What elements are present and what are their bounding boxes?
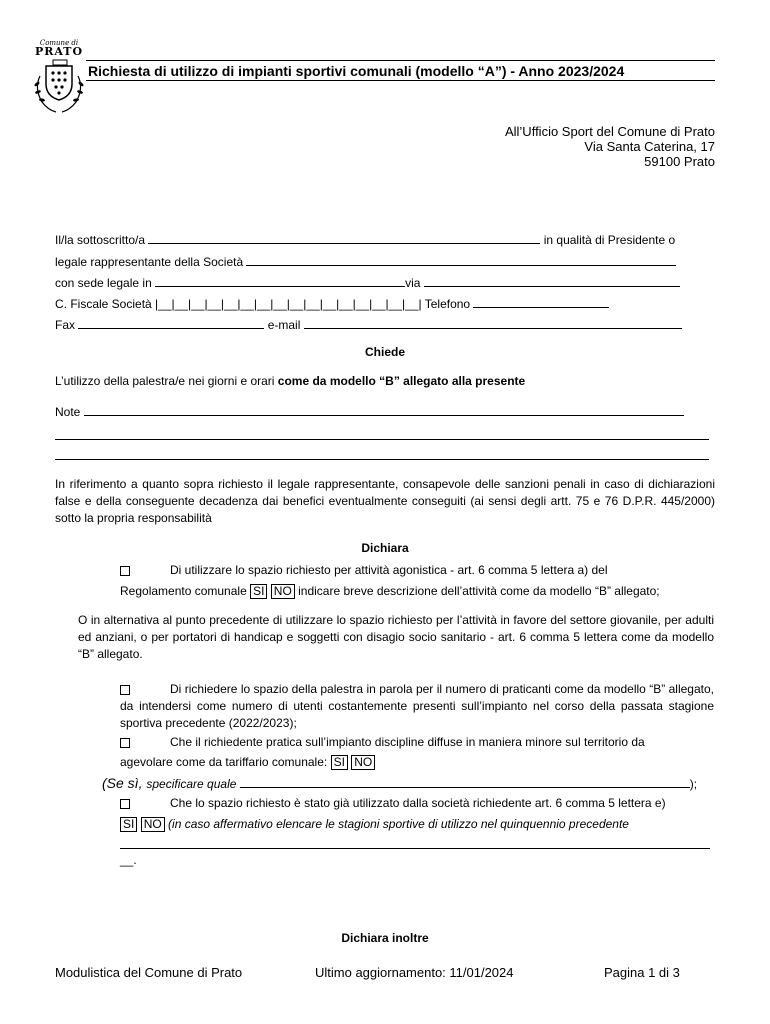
item4-line1 [120, 796, 666, 810]
form-line-fax [55, 317, 682, 332]
footer-left: Modulistica del Comune di Prato [55, 965, 243, 980]
field-codice-fiscale[interactable]: |__|__|__|__|__|__|__|__|__|__|__|__|__|__|__|__| [155, 297, 422, 311]
item1-line1 [120, 563, 608, 577]
alternativa-paragraph: O in alternativa al punto precedente di utilizzare lo spazio richiesto per l’attività in favore del settore giovanile, per adulti ed anziani, o per portatori di handicap e soggetti con disagio socio sanitario - art. 6 comma 5 lettera come da modello “B” allegato. [78, 613, 714, 661]
checkbox-item2[interactable] [120, 685, 130, 695]
form-line-societa [55, 254, 676, 269]
sesi-text-c: ); [689, 777, 698, 791]
no-option-item4[interactable]: NO [141, 817, 165, 832]
no-option-item3[interactable]: NO [351, 755, 375, 770]
form-line-sede [55, 275, 680, 290]
page-title: Richiesta di utilizzo di impianti sportivi comunali (modello “A”) - Anno 2023/2024 [88, 63, 625, 79]
item3-line2 [120, 755, 375, 770]
item3-text-a: Che il richiedente pratica sull’impianto discipline diffuse in maniera minore sul territorio da [170, 735, 645, 749]
label-qualita: in qualità di Presidente o [543, 233, 676, 247]
item3-text-b: agevolare come da tariffario comunale: [120, 755, 328, 769]
comune-prato-logo [26, 36, 92, 122]
field-email[interactable] [304, 317, 682, 329]
note-line [55, 404, 684, 419]
note-line-2[interactable] [55, 439, 709, 440]
item1-text-b: Regolamento comunale [120, 584, 247, 598]
footer-page-number: Pagina 1 di 3 [604, 965, 680, 980]
label-cf: C. Fiscale Società [55, 297, 152, 311]
utilizzo-text-a: L’utilizzo della palestra/e nei giorni e orari [55, 374, 278, 388]
checkbox-item1[interactable] [120, 566, 130, 576]
no-option-item1[interactable]: NO [271, 584, 295, 599]
field-societa[interactable] [246, 254, 676, 266]
form-line-cf [55, 296, 609, 311]
label-sede: con sede legale in [55, 276, 152, 290]
item1-text-a: Di utilizzare lo spazio richiesto per attività agonistica - art. 6 comma 5 lettera a) del [170, 563, 608, 577]
si-option-item4[interactable]: SI [120, 817, 137, 832]
item3-line1 [120, 735, 645, 749]
label-fax: Fax [55, 318, 76, 332]
recipient-address [505, 124, 715, 169]
utilizzo-text [55, 374, 525, 388]
item4-end: __. [120, 853, 137, 867]
field-via[interactable] [424, 275, 680, 287]
footer-middle: Ultimo aggiornamento: 11/01/2024 [315, 965, 514, 980]
title-rule-bottom [86, 80, 715, 81]
heading-chiede: Chiede [364, 345, 405, 359]
sesi-text-b: specificare quale [146, 777, 237, 791]
svg-text:Comune di: Comune di [39, 39, 79, 47]
address-line-2: Via Santa Caterina, 17 [584, 139, 715, 154]
sesi-line [102, 775, 697, 791]
address-line-3: 59100 Prato [644, 154, 715, 169]
label-note: Note [55, 405, 81, 419]
field-sede[interactable] [155, 275, 405, 287]
item2-paragraph [120, 681, 714, 732]
field-sottoscritto[interactable] [148, 232, 540, 244]
label-via: via [405, 276, 421, 290]
label-telefono: Telefono [424, 297, 471, 311]
field-note[interactable] [84, 404, 684, 416]
riferimento-paragraph: In riferimento a quanto sopra richiesto il legale rappresentante, consapevole delle sanzioni penali in caso di dichiarazioni false e della conseguente decadenza dai benefici eventualmente conseguiti (ai sensi degli artt. 75 e 76 D.P.R. 445/2000) sotto la propria responsabilità [55, 477, 715, 525]
heading-dichiara: Dichiara [361, 541, 409, 555]
title-rule-top [86, 60, 715, 61]
field-fax[interactable] [78, 317, 264, 329]
item4-text-b: (in caso affermativo elencare le stagioni sportive di utilizzo nel quinquennio precedente [168, 817, 629, 831]
item4-field-line[interactable] [120, 848, 710, 849]
checkbox-item4[interactable] [120, 799, 130, 809]
label-sottoscritto: Il/la sottoscritto/a [55, 233, 146, 247]
heading-dichiara-inoltre: Dichiara inoltre [341, 931, 429, 945]
field-telefono[interactable] [473, 296, 609, 308]
address-line-1: All’Ufficio Sport del Comune di Prato [504, 124, 715, 139]
svg-text:PRATO: PRATO [34, 45, 84, 58]
item2-text: Di richiedere lo spazio della palestra in parola per il numero di praticanti come da modello “B” allegato, da intendersi come numero di utenti costantemente presenti sull’impianto nel corso della passata stagione sportiva precedente (2022/2023); [120, 682, 714, 730]
checkbox-item3[interactable] [120, 738, 130, 748]
note-line-3[interactable] [55, 459, 709, 460]
form-line-sottoscritto [55, 232, 675, 247]
utilizzo-text-b: come da modello “B” allegato alla presente [277, 374, 526, 388]
si-option-item3[interactable]: SI [331, 755, 348, 770]
item1-text-c: indicare breve descrizione dell’attività come da modello “B” allegato; [298, 584, 660, 598]
item4-line2 [120, 817, 629, 832]
label-societa: legale rappresentante della Società [55, 255, 244, 269]
field-disciplina[interactable] [240, 776, 690, 788]
item4-text-a: Che lo spazio richiesto è stato già utilizzato dalla società richiedente art. 6 comma 5 lettera e) [170, 796, 666, 810]
item1-line2 [120, 584, 660, 599]
si-option-item1[interactable]: SI [250, 584, 267, 599]
sesi-text-a: (Se sì, [102, 775, 147, 791]
label-email: e-mail [267, 318, 301, 332]
